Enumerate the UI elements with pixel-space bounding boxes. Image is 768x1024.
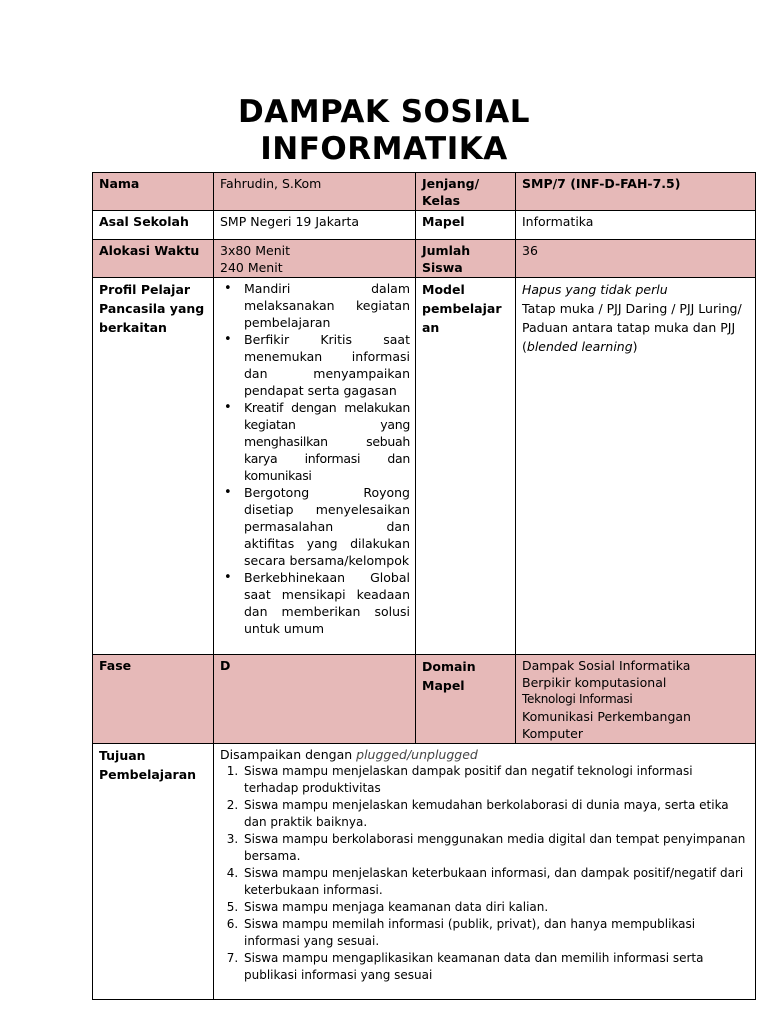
tujuan-intro-text: Disampaikan dengan <box>220 747 357 762</box>
value-jenjang-kelas: SMP/7 (INF-D-FAH-7.5) <box>516 173 756 211</box>
domain-item: Komunikasi Perkembangan Komputer <box>522 709 691 741</box>
tujuan-intro-plugged: plugged/unplugged <box>356 747 478 762</box>
profil-item: • Kreatif dengan melakukan kegiatan yang menghasilkan sebuah karya informasi dan komunikasi <box>220 399 410 484</box>
label-tujuan-pembelajaran: Tujuan Pembelajaran <box>93 744 214 1000</box>
label-mapel: Mapel <box>416 211 516 240</box>
label-alokasi-waktu: Alokasi Waktu <box>93 240 214 278</box>
value-tujuan-pembelajaran <box>214 744 756 1000</box>
tujuan-item: 2. Siswa mampu menjelaskan kemudahan berkolaborasi di dunia maya, serta etika dan praktik baiknya. <box>242 797 750 831</box>
model-text-blended: blended learning <box>526 339 633 354</box>
label-nama: Nama <box>93 173 214 211</box>
profil-item: • Bergotong Royong disetiap menyelesaikan permasalahan dan aktifitas yang dilakukan secara bersama/kelompok <box>220 484 410 569</box>
label-model-pembelajaran: Model pembelajar an <box>416 278 516 655</box>
tujuan-item: 3. Siswa mampu berkolaborasi menggunakan media digital dan tempat penyimpanan bersama. <box>242 831 750 865</box>
tujuan-item: 1. Siswa mampu menjelaskan dampak positif dan negatif teknologi informasi terhadap produktivitas <box>242 763 750 797</box>
tujuan-item: 4. Siswa mampu menjelaskan keterbukaan informasi, dan dampak positif/negatif dari keterbukaan informasi. <box>242 865 750 899</box>
row-alokasi-waktu <box>93 240 756 278</box>
domain-item: Dampak Sosial Informatika <box>522 658 691 673</box>
value-jumlah-siswa: 36 <box>516 240 756 278</box>
value-alokasi-waktu <box>214 240 416 278</box>
profil-item: • Mandiri dalam melaksanakan kegiatan pembelajaran <box>220 280 410 331</box>
title-line-1: DAMPAK SOSIAL <box>237 94 531 130</box>
label-jenjang-kelas: Jenjang/ Kelas <box>416 173 516 211</box>
row-profil-pelajar <box>93 278 756 655</box>
alokasi-line-1: 3x80 Menit <box>220 243 291 258</box>
label-domain-mapel: Domain Mapel <box>416 655 516 744</box>
alokasi-line-2: 240 Menit <box>220 260 283 275</box>
value-mapel: Informatika <box>516 211 756 240</box>
value-profil-pelajar <box>214 278 416 655</box>
value-asal-sekolah: SMP Negeri 19 Jakarta <box>214 211 416 240</box>
value-domain-mapel <box>516 655 756 744</box>
label-jumlah-siswa: Jumlah Siswa <box>416 240 516 278</box>
profil-item: • Berfikir Kritis saat menemukan informasi dan menyampaikan pendapat serta gagasan <box>220 331 410 399</box>
label-profil-pelajar: Profil Pelajar Pancasila yang berkaitan <box>93 278 214 655</box>
value-nama: Fahrudin, S.Kom <box>214 173 416 211</box>
row-asal-sekolah <box>93 211 756 240</box>
tujuan-item: 5. Siswa mampu menjaga keamanan data diri kalian. <box>242 899 750 916</box>
tujuan-list <box>220 763 750 984</box>
document-title <box>0 94 768 168</box>
domain-item: Teknologi Informasi <box>522 692 633 706</box>
tujuan-item: 6. Siswa mampu memilah informasi (publik, privat), dan hanya mempublikasi informasi yang sesuai. <box>242 916 750 950</box>
title-line-2: INFORMATIKA <box>260 131 508 167</box>
value-fase: D <box>214 655 416 744</box>
tujuan-item: 7. Siswa mampu mengaplikasikan keamanan data dan memilih informasi serta publikasi informasi yang sesuai <box>242 950 750 984</box>
lesson-identity-table <box>92 172 756 1000</box>
label-asal-sekolah: Asal Sekolah <box>93 211 214 240</box>
label-fase: Fase <box>93 655 214 744</box>
model-text-c: ) <box>632 339 638 354</box>
profil-list <box>220 280 410 637</box>
row-fase <box>93 655 756 744</box>
tujuan-intro <box>220 746 750 763</box>
value-model-pembelajaran <box>516 278 756 655</box>
model-text-a: Tatap muka / PJJ Daring / PJJ Luring/ Paduan antara tatap muka dan PJJ ( <box>522 301 742 354</box>
model-note: Hapus yang tidak perlu <box>522 282 668 297</box>
row-nama <box>93 173 756 211</box>
domain-item: Berpikir komputasional <box>522 675 667 690</box>
model-options <box>522 299 750 356</box>
row-tujuan-pembelajaran <box>93 744 756 1000</box>
profil-item: • Berkebhinekaan Global saat mensikapi keadaan dan memberikan solusi untuk umum <box>220 569 410 637</box>
